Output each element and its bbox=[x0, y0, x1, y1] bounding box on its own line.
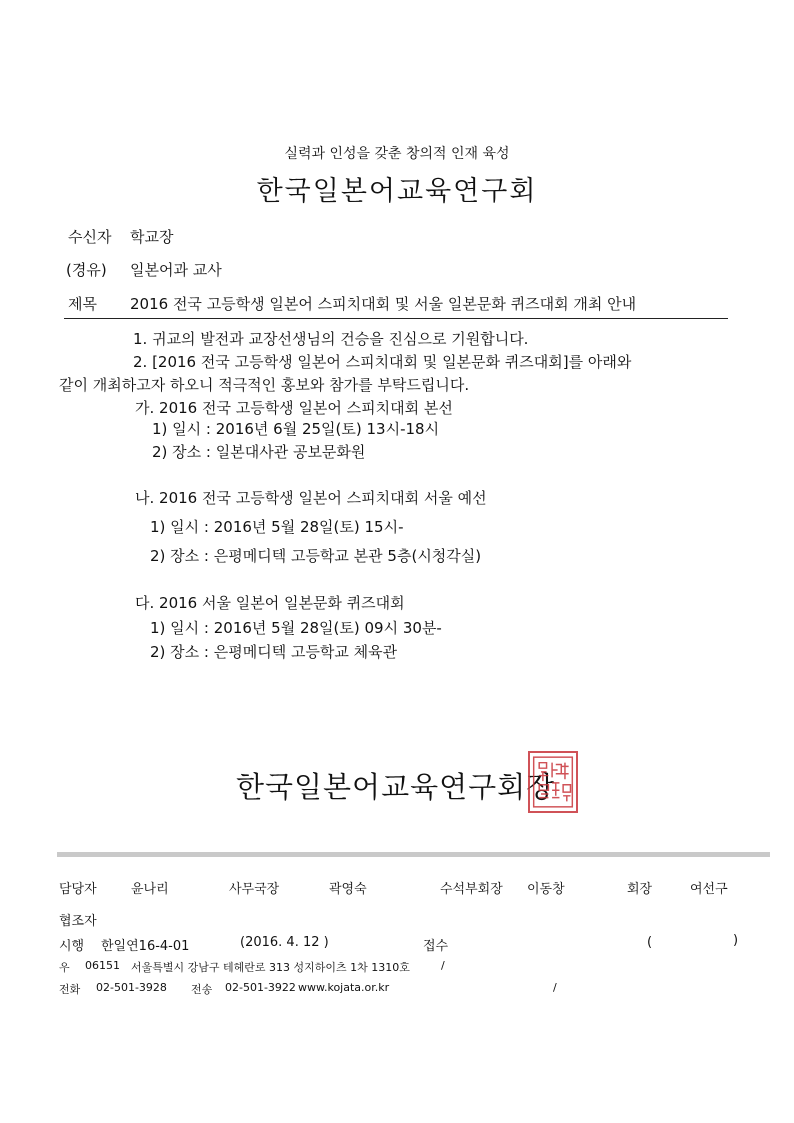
address-slash: / bbox=[441, 959, 445, 972]
item-heading: 나. 2016 전국 고등학생 일본어 스피치대회 서울 예선 bbox=[135, 489, 487, 507]
receipt-paren-open: ( bbox=[647, 935, 653, 950]
item-date: 1) 일시 : 2016년 5월 28일(토) 15시- bbox=[150, 518, 404, 536]
issue-label: 시행 bbox=[59, 939, 85, 954]
secretary-name: 곽영숙 bbox=[329, 882, 367, 897]
body-paragraph-2-line-2: 같이 개최하고자 하오니 적극적인 홍보와 참가를 부탁드립니다. bbox=[59, 376, 470, 394]
receipt-label: 접수 bbox=[423, 939, 449, 954]
phone-label: 전화 bbox=[59, 983, 81, 996]
subject-divider bbox=[64, 318, 728, 319]
subject-label: 제목 bbox=[68, 295, 97, 313]
postal-code: 06151 bbox=[85, 959, 120, 972]
receipt-paren-close: ) bbox=[733, 933, 739, 948]
body-paragraph-2-line-1: 2. [2016 전국 고등학생 일본어 스피치대회 및 일본문화 퀴즈대회]를 아래와 bbox=[133, 353, 632, 371]
via-label: (경유) bbox=[66, 261, 107, 279]
recipient-value: 학교장 bbox=[130, 228, 174, 246]
item-heading: 다. 2016 서울 일본어 일본문화 퀴즈대회 bbox=[135, 594, 405, 612]
item-date: 1) 일시 : 2016년 6월 25일(토) 13시-18시 bbox=[152, 420, 440, 438]
org-motto: 실력과 인성을 갖춘 창의적 인재 육성 bbox=[284, 146, 510, 162]
fax-number: 02-501-3922 bbox=[225, 981, 296, 994]
item-heading: 가. 2016 전국 고등학생 일본어 스피치대회 본선 bbox=[135, 399, 453, 417]
item-place: 2) 장소 : 은평메디텍 고등학교 체육관 bbox=[150, 643, 398, 661]
footer-divider bbox=[57, 852, 770, 857]
cooperator-label: 협조자 bbox=[59, 914, 97, 929]
vice-president-label: 수석부회장 bbox=[440, 882, 503, 897]
phone-number: 02-501-3928 bbox=[96, 981, 167, 994]
phone-slash: / bbox=[553, 981, 557, 994]
body-paragraph-1: 1. 귀교의 발전과 교장선생님의 건승을 진심으로 기원합니다. bbox=[133, 330, 529, 348]
vice-president-name: 이동창 bbox=[527, 882, 565, 897]
address: 서울특별시 강남구 테헤란로 313 성지하이츠 1차 1310호 bbox=[131, 961, 410, 974]
item-place: 2) 장소 : 은평메디텍 고등학교 본관 5층(시청각실) bbox=[150, 547, 482, 565]
issue-date: (2016. 4. 12 ) bbox=[240, 935, 329, 950]
secretary-label: 사무국장 bbox=[229, 882, 280, 897]
subject-value: 2016 전국 고등학생 일본어 스피치대회 및 서울 일본문화 퀴즈대회 개최 안내 bbox=[130, 295, 637, 313]
item-date: 1) 일시 : 2016년 5월 28일(토) 09시 30분- bbox=[150, 619, 442, 637]
item-place: 2) 장소 : 일본대사관 공보문화원 bbox=[152, 443, 366, 461]
staff-name: 윤나리 bbox=[131, 882, 169, 897]
via-value: 일본어과 교사 bbox=[130, 261, 222, 279]
fax-label: 전송 bbox=[191, 983, 213, 996]
website-link[interactable]: www.kojata.or.kr bbox=[298, 981, 390, 994]
recipient-label: 수신자 bbox=[68, 228, 112, 246]
official-seal bbox=[528, 751, 578, 813]
president-label: 회장 bbox=[627, 882, 653, 897]
postal-label: 우 bbox=[59, 961, 70, 974]
staff-label: 담당자 bbox=[59, 882, 97, 897]
issue-number: 한일연16-4-01 bbox=[101, 939, 190, 954]
signature-name: 한국일본어교육연구회장 bbox=[236, 770, 556, 804]
president-name: 여선구 bbox=[690, 882, 728, 897]
org-title: 한국일본어교육연구회 bbox=[256, 176, 538, 207]
